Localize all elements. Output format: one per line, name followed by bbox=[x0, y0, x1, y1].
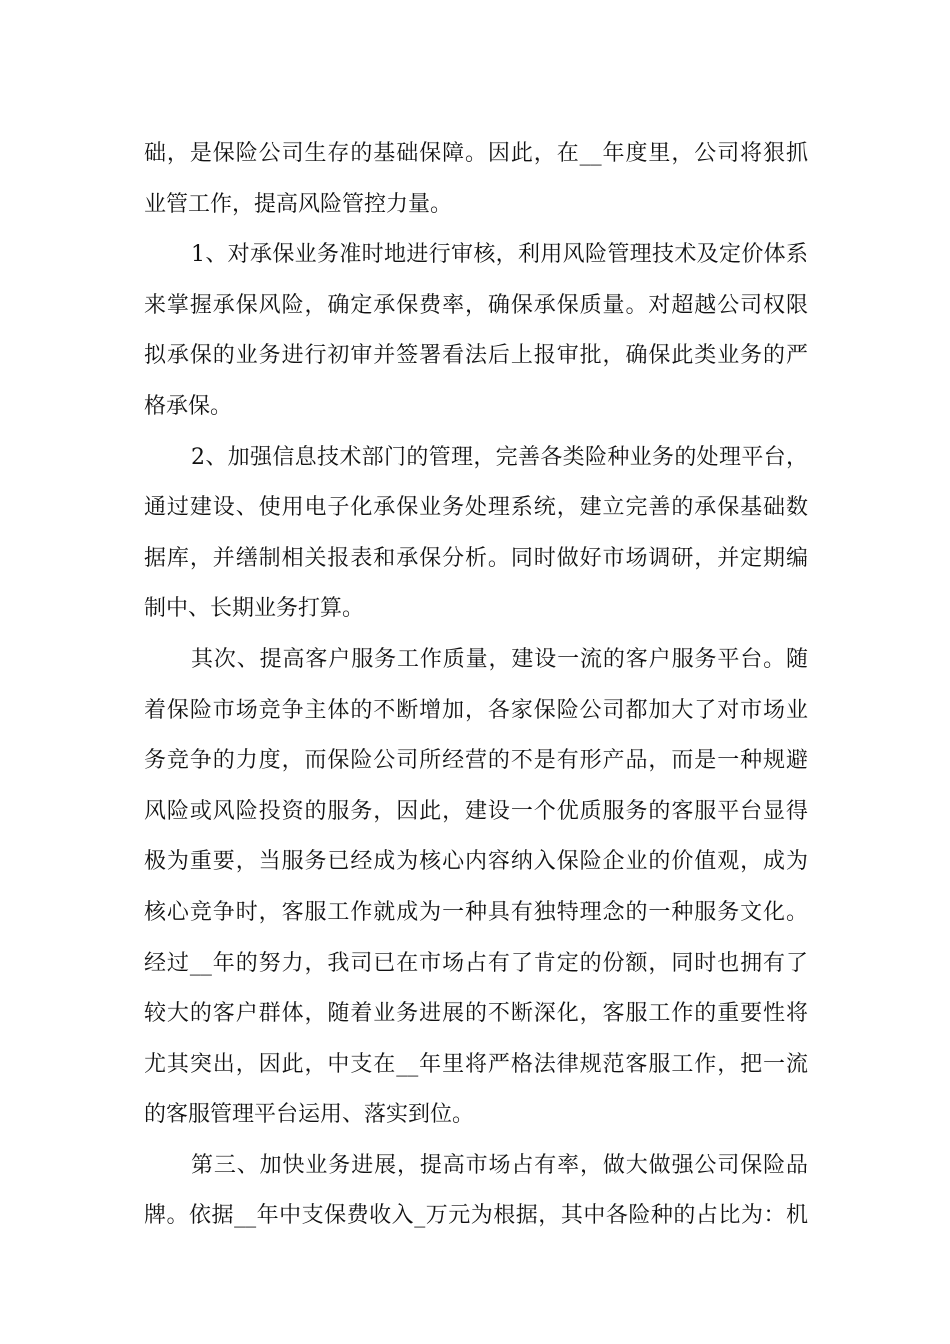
text-line: 制中、长期业务打算。 bbox=[144, 596, 365, 622]
text-line: 着保险市场竞争主体的不断增加，各家保险公司都加大了对市场业 bbox=[144, 697, 808, 723]
text-line: 风险或风险投资的服务，因此，建设一个优质服务的客服平台显得 bbox=[144, 798, 808, 824]
text-line: 核心竞争时，客服工作就成为一种具有独特理念的一种服务文化。 bbox=[144, 899, 808, 925]
text-line: 格承保。 bbox=[144, 393, 233, 419]
text-line: 经过__年的努力，我司已在市场占有了肯定的份额，同时也拥有了 bbox=[144, 950, 808, 976]
document-body bbox=[144, 129, 808, 1242]
text-line: 业管工作，提高风险管控力量。 bbox=[144, 191, 453, 217]
text-line: 极为重要，当服务已经成为核心内容纳入保险企业的价值观，成为 bbox=[144, 849, 808, 875]
text-line: 的客服管理平台运用、落实到位。 bbox=[144, 1102, 475, 1128]
text-line: 牌。依据__年中支保费收入_万元为根据，其中各险种的占比为：机 bbox=[144, 1203, 808, 1229]
text-line: 2、加强信息技术部门的管理，完善各类险种业务的处理平台， bbox=[191, 444, 808, 470]
text-line: 第三、加快业务进展，提高市场占有率，做大做强公司保险品 bbox=[191, 1152, 808, 1178]
text-line: 其次、提高客户服务工作质量，建设一流的客户服务平台。随 bbox=[191, 646, 808, 672]
text-line: 拟承保的业务进行初审并签署看法后上报审批，确保此类业务的严 bbox=[144, 343, 808, 369]
text-line: 础，是保险公司生存的基础保障。因此，在__年度里，公司将狠抓 bbox=[144, 141, 808, 166]
text-line: 1、对承保业务准时地进行审核，利用风险管理技术及定价体系 bbox=[191, 242, 808, 268]
text-line: 据库，并缮制相关报表和承保分析。同时做好市场调研，并定期编 bbox=[144, 545, 808, 571]
text-line: 尤其突出，因此，中支在__年里将严格法律规范客服工作，把一流 bbox=[144, 1051, 808, 1077]
text-line: 较大的客户群体，随着业务进展的不断深化，客服工作的重要性将 bbox=[144, 1001, 808, 1027]
text-line: 通过建设、使用电子化承保业务处理系统，建立完善的承保基础数 bbox=[144, 495, 808, 521]
text-line: 务竞争的力度，而保险公司所经营的不是有形产品，而是一种规避 bbox=[144, 748, 808, 774]
text-line: 来掌握承保风险，确定承保费率，确保承保质量。对超越公司权限 bbox=[144, 292, 808, 318]
